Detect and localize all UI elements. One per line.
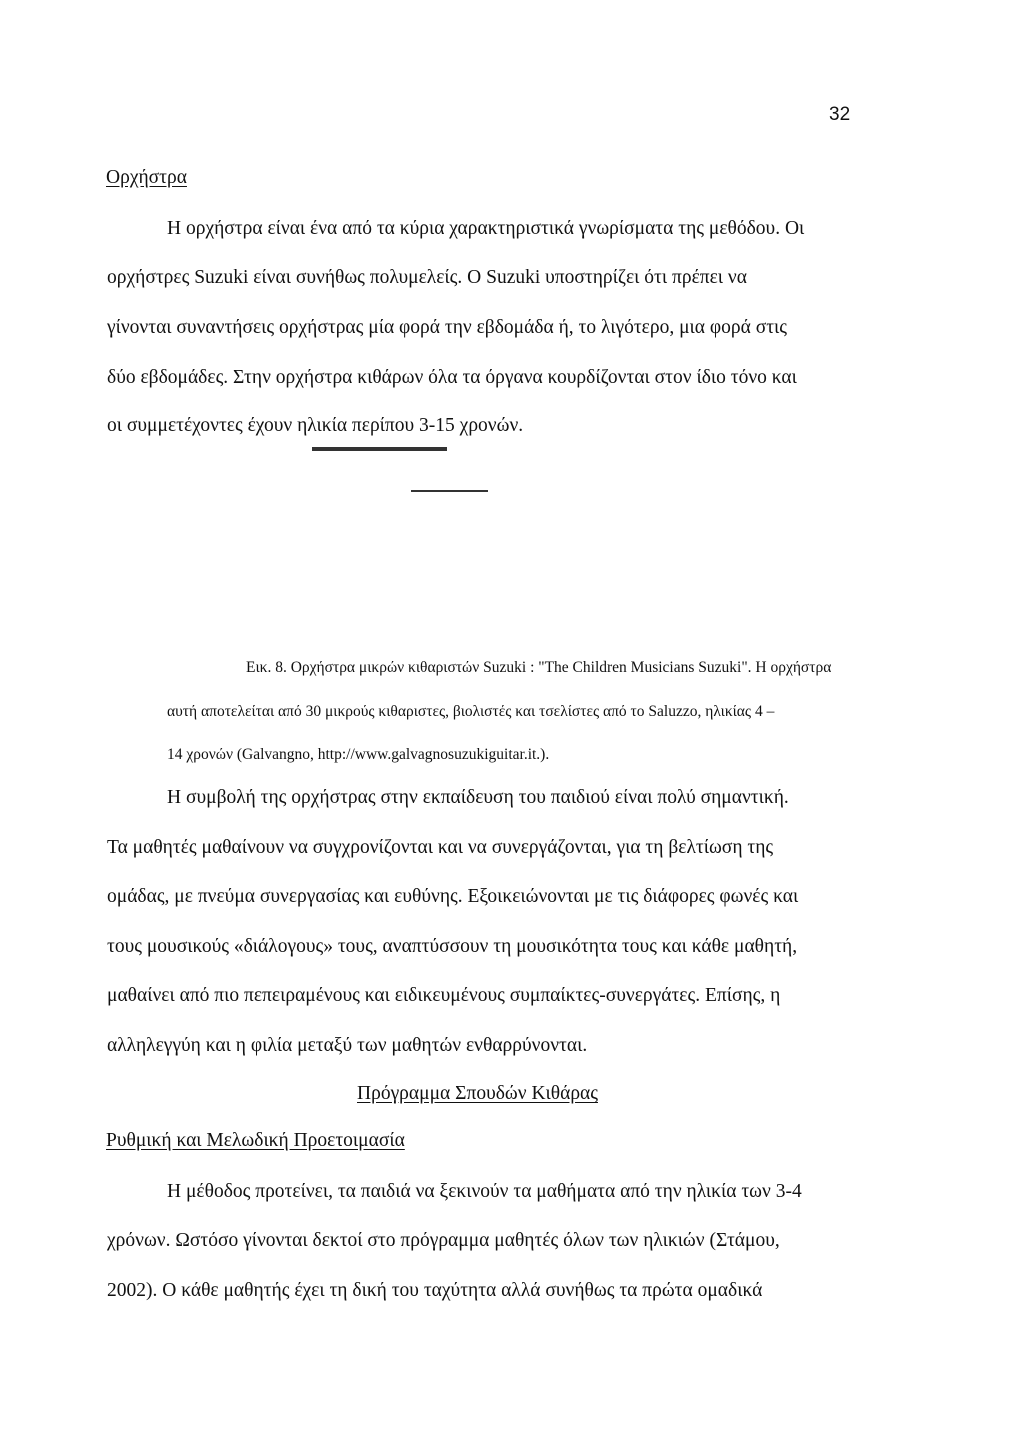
section-heading-orchestra: Ορχήστρα	[106, 167, 187, 188]
paragraph-line: μαθαίνει από πιο πεπειραμένους και ειδικευμένους συμπαίκτες-συνεργάτες. Επίσης, η	[107, 985, 781, 1006]
paragraph-line: χρόνων. Ωστόσο γίνονται δεκτοί στο πρόγραμμα μαθητές όλων των ηλικιών (Στάμου,	[107, 1230, 780, 1251]
scan-artifact-line	[312, 447, 447, 451]
scan-artifact-line	[411, 490, 488, 492]
paragraph-line: Τα μαθητές μαθαίνουν να συγχρονίζονται και να συνεργάζονται, για τη βελτίωση της	[107, 837, 774, 858]
paragraph-line: 2002). Ο κάθε μαθητής έχει τη δική του ταχύτητα αλλά συνήθως τα πρώτα ομαδικά	[107, 1280, 763, 1301]
section-heading-program: Πρόγραμμα Σπουδών Κιθάρας	[357, 1083, 598, 1104]
page-number: 32	[829, 104, 851, 125]
figure-caption-line: 14 χρονών (Galvangno, http://www.galvagnosuzukiguitar.it.).	[167, 746, 550, 763]
figure-caption-line: αυτή αποτελείται από 30 μικρούς κιθαριστες, βιολιστές και τσελίστες από το Saluzzo, ηλικίας 4 –	[167, 703, 775, 720]
paragraph-line: Η ορχήστρα είναι ένα από τα κύρια χαρακτηριστικά γνωρίσματα της μεθόδου. Οι	[167, 218, 805, 239]
paragraph-line: ομάδας, με πνεύμα συνεργασίας και ευθύνης. Εξοικειώνονται με τις διάφορες φωνές και	[107, 886, 799, 907]
figure-caption-line: Εικ. 8. Ορχήστρα μικρών κιθαριστών Suzuki : "The Children Musicians Suzuki". Η ορχήστρα	[246, 659, 832, 676]
paragraph-line: δύο εβδομάδες. Στην ορχήστρα κιθάρων όλα τα όργανα κουρδίζονται στον ίδιο τόνο και	[107, 367, 797, 388]
paragraph-line: γίνονται συναντήσεις ορχήστρας μία φορά την εβδομάδα ή, το λιγότερο, μια φορά στις	[107, 317, 788, 338]
paragraph-line: ορχήστρες Suzuki είναι συνήθως πολυμελείς. Ο Suzuki υποστηρίζει ότι πρέπει να	[107, 267, 747, 288]
paragraph-line: Η συμβολή της ορχήστρας στην εκπαίδευση του παιδιού είναι πολύ σημαντική.	[167, 787, 789, 808]
paragraph-line: Η μέθοδος προτείνει, τα παιδιά να ξεκινούν τα μαθήματα από την ηλικία των 3-4	[167, 1181, 802, 1202]
section-subheading-preparation: Ρυθμική και Μελωδική Προετοιμασία	[106, 1130, 405, 1151]
paragraph-line: τους μουσικούς «διάλογους» τους, αναπτύσσουν τη μουσικότητα τους και κάθε μαθητή,	[107, 936, 798, 957]
paragraph-line: οι συμμετέχοντες έχουν ηλικία περίπου 3-15 χρονών.	[107, 415, 524, 436]
paragraph-line: αλληλεγγύη και η φιλία μεταξύ των μαθητών ενθαρρύνονται.	[107, 1035, 588, 1056]
